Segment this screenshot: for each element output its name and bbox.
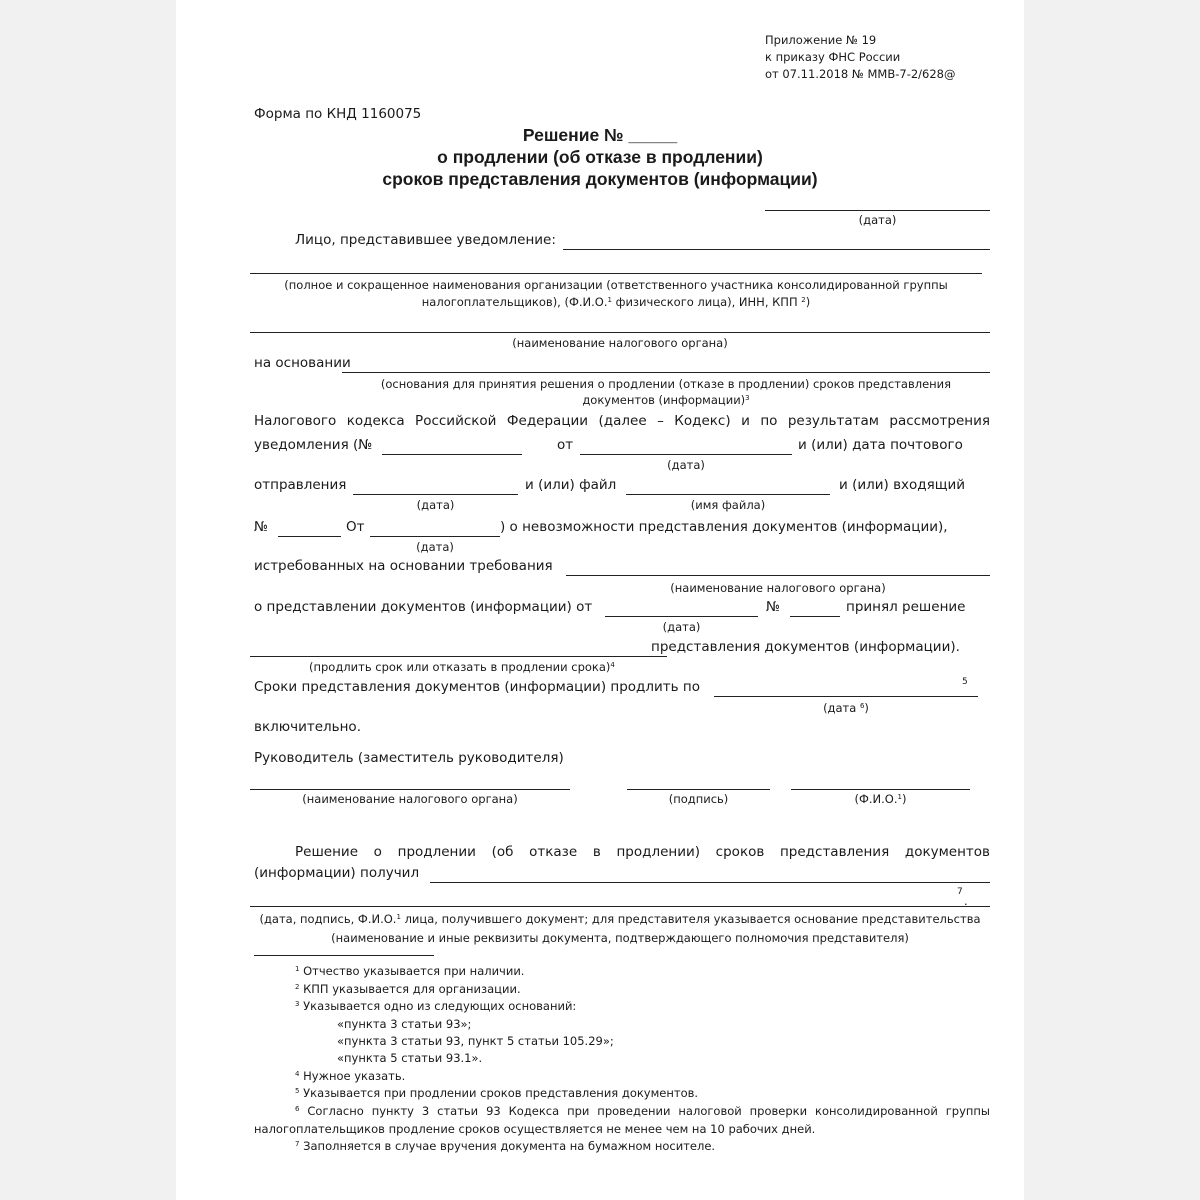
request-date-hint: (дата) (662, 620, 701, 634)
basis-hint-line-2: документов (информации)$^3$ (582, 393, 750, 407)
deadlines-label: Сроки представления документов (информации) продлить по (254, 679, 700, 695)
signature-authority-line[interactable] (250, 789, 570, 790)
number-label: № (254, 519, 269, 535)
sending-date-line[interactable] (353, 494, 518, 495)
title-line-2: о продлении (об отказе в продлении) (437, 147, 763, 167)
notification-date-hint: (дата) (667, 458, 705, 472)
notification-label: уведомления (№ (254, 437, 373, 453)
signature-line[interactable] (627, 789, 770, 790)
sending-date-hint: (дата) (416, 498, 455, 512)
footnote-2: $^2$ КПП указывается для организации. (295, 982, 521, 996)
date-field-line[interactable] (765, 210, 990, 211)
signature-authority-hint: (наименование налогового органа) (302, 792, 518, 806)
basis-field-line[interactable] (342, 372, 990, 373)
received-hint-line-1: (дата, подпись, Ф.И.О.$^1$ лица, получившего документ; для представителя указывается основание представительства (259, 912, 981, 926)
footnote-7: $^7$ Заполняется в случае вручения документа на бумажном носителе. (295, 1139, 716, 1153)
received-line-2: (информации) получил (254, 865, 420, 881)
footnote-3: $^3$ Указывается одно из следующих оснований: (295, 999, 577, 1013)
received-dot: . (964, 894, 968, 908)
footnote-mark-7: 7 (957, 887, 963, 897)
impossibility-text: ) о невозможности представления документов (информации), (500, 519, 948, 535)
basis-hint-line-1: (основания для принятия решения о продлении (отказе в продлении) сроков представления (380, 377, 952, 391)
or-incoming-label: и (или) входящий (839, 477, 965, 493)
footnote-6: $^6$ Согласно пункту 3 статьи 93 Кодекса при проведении налоговой проверки консолидированной группы (295, 1104, 990, 1118)
body-line-1: Налогового кодекса Российской Федерации (далее – Кодекс) и по результатам рассмотрения (254, 413, 990, 429)
from-cap-label: От (346, 519, 365, 535)
footnote-1: $^1$ Отчество указывается при наличии. (295, 964, 525, 978)
notification-number-line[interactable] (382, 454, 522, 455)
request-number-label: № (766, 599, 781, 615)
footnote-mark-5: 5 (962, 677, 968, 687)
extend-hint: (продлить срок или отказать в продлении срока)$^4$ (309, 660, 615, 674)
request-number-line[interactable] (790, 616, 840, 617)
title-line-3: сроков представления документов (информации) (382, 169, 818, 189)
file-name-hint: (имя файла) (690, 498, 766, 512)
file-name-line[interactable] (626, 494, 830, 495)
signature-fio-hint: (Ф.И.О.$^1$) (854, 792, 907, 806)
received-line-1: Решение о продлении (об отказе в продлении) сроков представления документов (295, 844, 990, 860)
person-label: Лицо, представившее уведомление: (295, 232, 556, 248)
head-label: Руководитель (заместитель руководителя) (254, 750, 564, 766)
appendix-line-1: Приложение № 19 (765, 33, 877, 47)
inclusive-text: включительно. (254, 719, 361, 735)
postal-date-label: и (или) дата почтового (798, 437, 963, 453)
footnote-3-option-c: «пункта 5 статьи 93.1». (337, 1051, 483, 1065)
tax-authority-hint: (наименование налогового органа) (512, 336, 728, 350)
title-line-1: Решение № _____ (522, 125, 678, 145)
request-date-line[interactable] (605, 616, 758, 617)
from-label-1: от (557, 437, 574, 453)
requested-label: истребованных на основании требования (254, 558, 553, 574)
deadline-date-line[interactable] (714, 696, 978, 697)
date-hint: (дата) (858, 213, 897, 227)
signature-fio-line[interactable] (791, 789, 970, 790)
notification-date-line[interactable] (580, 454, 792, 455)
deadline-date-hint: (дата $^6$) (823, 701, 869, 715)
footnote-6-continued: налогоплательщиков продление сроков осуществляется не менее чем на 10 рабочих дней. (254, 1122, 816, 1136)
decision-made-label: принял решение (846, 599, 966, 615)
footnote-3-option-b: «пункта 3 статьи 93, пункт 5 статьи 105.29»; (337, 1034, 614, 1048)
person-hint-line-1: (полное и сокращенное наименования организации (ответственного участника консолидированной группы (284, 278, 948, 292)
received-hint-line-2: (наименование и иные реквизиты документа, подтверждающего полномочия представителя) (331, 931, 909, 945)
received-field-line[interactable] (430, 882, 990, 883)
incoming-number-line[interactable] (278, 536, 341, 537)
appendix-line-2: к приказу ФНС России (765, 50, 901, 64)
submission-text: представления документов (информации). (651, 639, 960, 655)
footnote-separator (254, 955, 434, 956)
footnote-4: $^4$ Нужное указать. (295, 1069, 406, 1083)
incoming-date-line[interactable] (370, 536, 500, 537)
sending-label: отправления (254, 477, 347, 493)
signature-hint: (подпись) (668, 792, 729, 806)
person-field-line-2[interactable] (250, 273, 982, 274)
basis-label: на основании (254, 355, 351, 371)
appendix-line-3: от 07.11.2018 № ММВ-7-2/628@ (765, 67, 956, 81)
or-file-label: и (или) файл (525, 477, 617, 493)
person-field-line[interactable] (563, 249, 990, 250)
person-hint-line-2: налогоплательщиков), (Ф.И.О.$^1$ физического лица), ИНН, КПП $^2$) (421, 295, 811, 309)
request-on-label: о представлении документов (информации) от (254, 599, 593, 615)
incoming-date-hint: (дата) (416, 540, 454, 554)
form-code: Форма по КНД 1160075 (254, 106, 422, 122)
request-authority-line[interactable] (566, 575, 990, 576)
footnote-3-option-a: «пункта 3 статьи 93»; (337, 1017, 472, 1031)
footnote-5: $^5$ Указывается при продлении сроков представления документов. (295, 1086, 699, 1100)
extend-choice-line[interactable] (250, 656, 667, 657)
tax-authority-line[interactable] (250, 332, 990, 333)
received-field-line-2[interactable] (250, 906, 990, 907)
request-authority-hint: (наименование налогового органа) (670, 581, 886, 595)
